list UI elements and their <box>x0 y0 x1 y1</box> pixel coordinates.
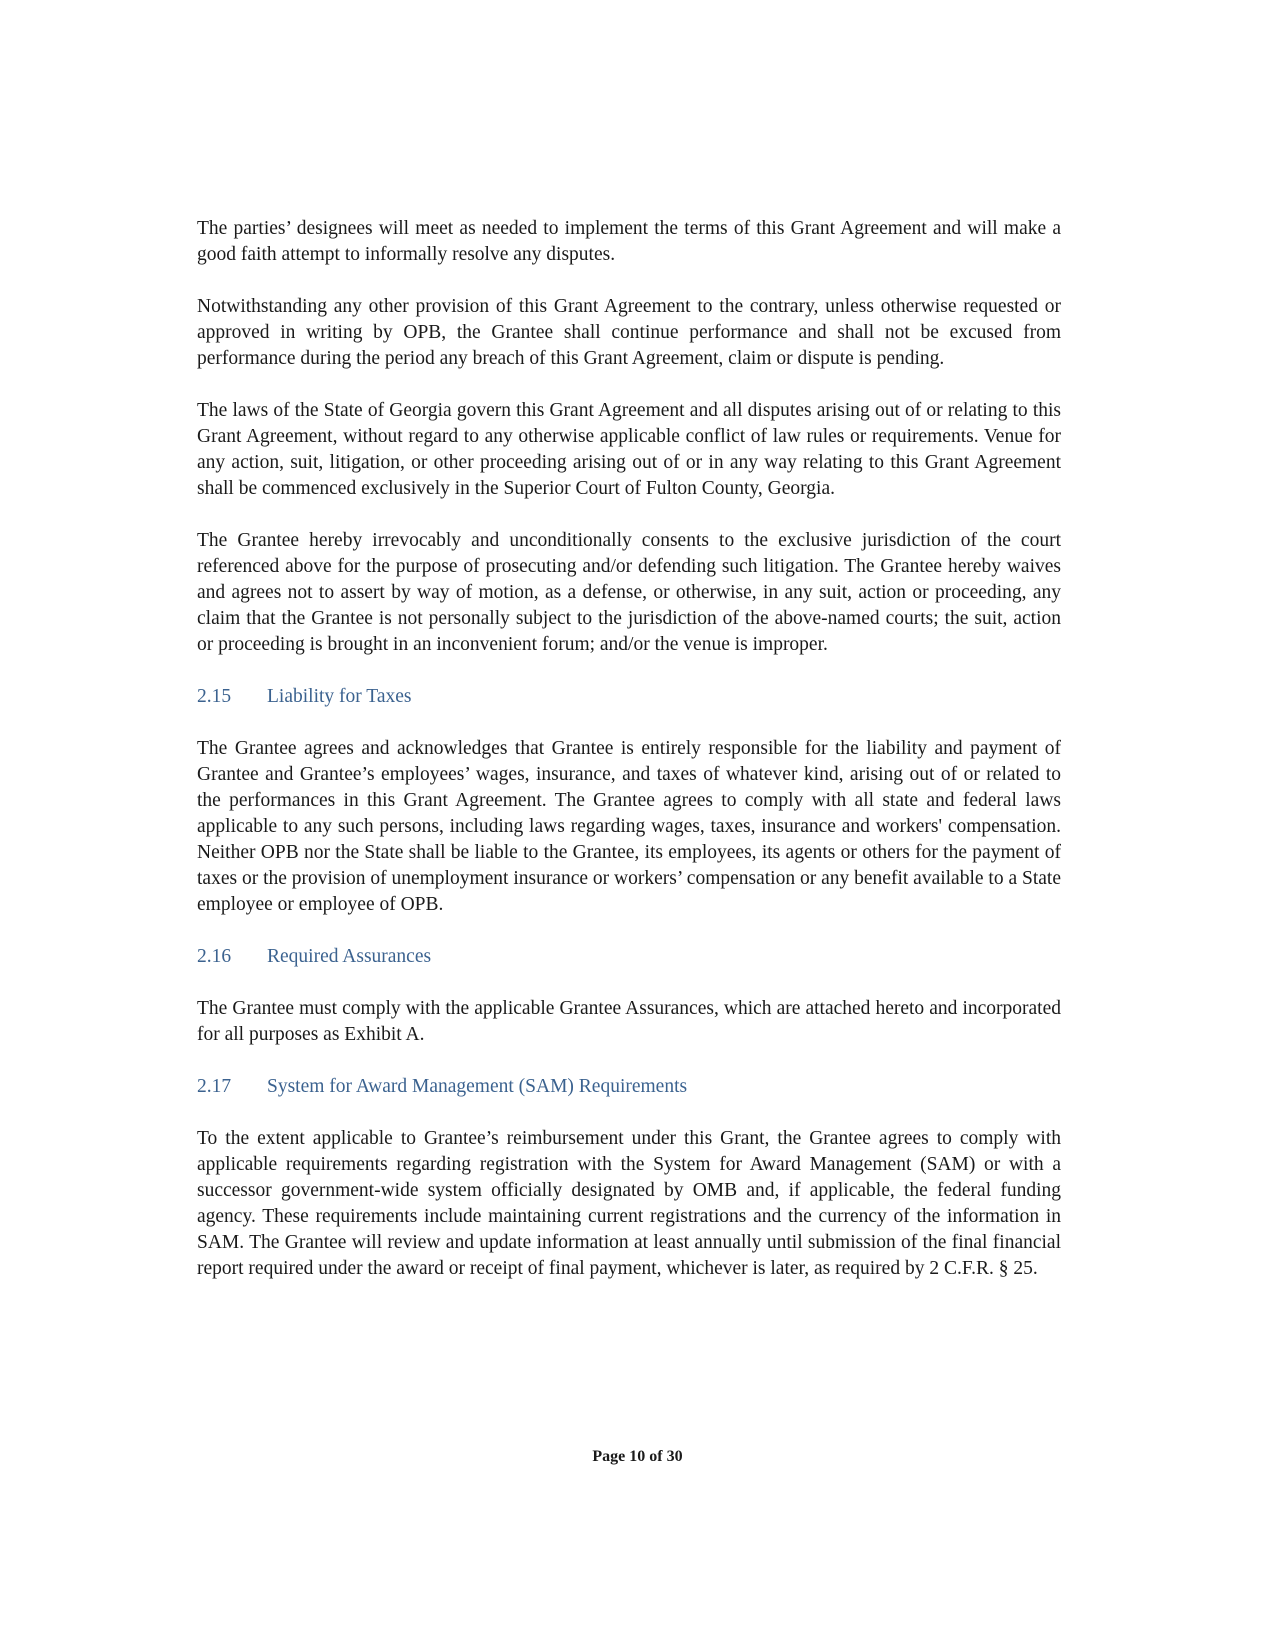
section-number: 2.16 <box>197 946 232 967</box>
section-title: System for Award Management (SAM) Requirements <box>267 1076 688 1097</box>
paragraph: The Grantee agrees and acknowledges that Grantee is entirely responsible for the liability and payment of Grantee and Grantee’s employees’ wages, insurance, and taxes of whatever kind, arising out of or related to the performances in this Grant Agreement. The Grantee agrees to comply with all state and federal laws applicable to any such persons, including laws regarding wages, taxes, insurance and workers' compensation. Neither OPB nor the State shall be liable to the Grantee, its employees, its agents or others for the payment of taxes or the provision of unemployment insurance or workers’ compensation or any benefit available to a State employee or employee of OPB. <box>197 738 1061 915</box>
section-heading-2-15 <box>197 684 1061 710</box>
paragraph: The laws of the State of Georgia govern this Grant Agreement and all disputes arising out of or relating to this Grant Agreement, without regard to any otherwise applicable conflict of law rules or requirements. Venue for any action, suit, litigation, or other proceeding arising out of or in any way relating to this Grant Agreement shall be commenced exclusively in the Superior Court of Fulton County, Georgia. <box>197 400 1061 499</box>
section-heading-2-17 <box>197 1074 1061 1100</box>
paragraph: The Grantee hereby irrevocably and unconditionally consents to the exclusive jurisdiction of the court referenced above for the purpose of prosecuting and/or defending such litigation. The Grantee hereby waives and agrees not to assert by way of motion, as a defense, or otherwise, in any suit, action or proceeding, any claim that the Grantee is not personally subject to the jurisdiction of the above-named courts; the suit, action or proceeding is brought in an inconvenient forum; and/or the venue is improper. <box>197 530 1061 655</box>
section-number: 2.15 <box>197 686 232 707</box>
section-title: Liability for Taxes <box>267 686 412 707</box>
section-number: 2.17 <box>197 1076 232 1097</box>
section-heading-2-16 <box>197 944 1061 970</box>
page-number: Page 10 of 30 <box>592 1448 683 1465</box>
paragraph: The Grantee must comply with the applicable Grantee Assurances, which are attached hereto and incorporated for all purposes as Exhibit A. <box>197 998 1061 1045</box>
paragraph: To the extent applicable to Grantee’s reimbursement under this Grant, the Grantee agrees to comply with applicable requirements regarding registration with the System for Award Management (SAM) or with a successor government-wide system officially designated by OMB and, if applicable, the federal funding agency. These requirements include maintaining current registrations and the currency of the information in SAM. The Grantee will review and update information at least annually until submission of the final financial report required under the award or receipt of final payment, whichever is later, as required by 2 C.F.R. § 25. <box>197 1128 1061 1279</box>
document-body <box>197 216 1061 1308</box>
paragraph: The parties’ designees will meet as needed to implement the terms of this Grant Agreement and will make a good faith attempt to informally resolve any disputes. <box>197 218 1061 265</box>
paragraph: Notwithstanding any other provision of this Grant Agreement to the contrary, unless otherwise requested or approved in writing by OPB, the Grantee shall continue performance and shall not be excused from performance during the period any breach of this Grant Agreement, claim or dispute is pending. <box>197 296 1061 369</box>
section-title: Required Assurances <box>267 946 432 967</box>
